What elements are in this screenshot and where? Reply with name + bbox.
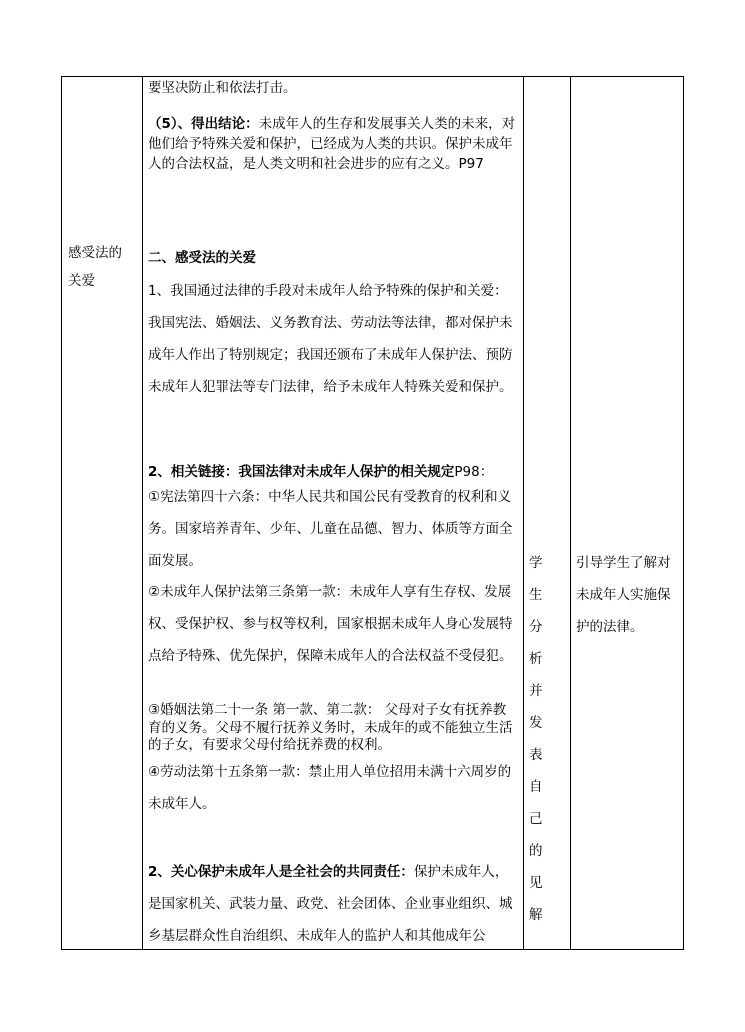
design-intent-cell: 引导学生了解对未成年人实施保护的法律。: [576, 555, 671, 635]
column-divider: [142, 77, 143, 949]
law-item-minor-protection: ②未成年人保护法第三条第一款：未成年人享有生存权、发展权、受保护权、参与权等权利，国家根据未成年人身心发展特点给予特殊、优先保护，保障未成年人的合法权益不受侵犯。: [148, 584, 513, 664]
paragraph-conclusion: [148, 114, 518, 174]
student-activity-cell: 学生分析并发表自己的见解: [529, 555, 548, 923]
section-label-line2: 关爱: [68, 273, 95, 289]
paragraph-responsibility: [148, 856, 518, 952]
section-heading: 二、感受法的关爱: [148, 250, 256, 266]
paragraph-protection: 1、我国通过法律的手段对未成年人给予特殊的保护和关爱：我国宪法、婚姻法、义务教育法、劳动法等法律，都对保护未成年人作出了特别规定；我国还颁布了未成年人保护法、预防未成年人犯罪法等专门法律，给予未成年人特殊关爱和保护。: [148, 283, 513, 395]
section-label-line1: 感受法的: [68, 245, 122, 261]
responsibility-text: 保护未成年人，是国家机关、武装力量、政党、社会团体、企业事业组织、城乡基层群众性自治组织、未成年人的监护人和其他成年公: [148, 864, 513, 944]
column-divider: [523, 77, 524, 949]
conclusion-text: 未成年人的生存和发展事关人类的未来，对他们给予特殊关爱和保护，已经成为人类的共识。保护未成年人的合法权益，是人类文明和社会进步的应有之义。P97: [148, 116, 516, 172]
law-item-constitution: ①宪法第四十六条：中华人民共和国公民有受教育的权利和义务。国家培养青年、少年、儿童在品德、智力、体质等方面全面发展。: [148, 489, 513, 569]
paragraph-intro: 要坚决防止和依法打击。: [148, 80, 297, 96]
column-divider: [570, 77, 571, 949]
related-link-title: 2、相关链接：我国法律对未成年人保护的相关规定: [148, 464, 455, 480]
lesson-table: [61, 76, 684, 950]
law-item-marriage: ③婚姻法第二十一条 第一款、第二款： 父母对子女有抚养教育的义务。父母不履行抚养义务时，未成年的或不能独立生活的子女，有要求父母付给抚养费的权利。: [148, 702, 513, 753]
responsibility-heading: 2、关心保护未成年人是全社会的共同责任：: [148, 864, 414, 880]
conclusion-heading: （5）、得出结论：: [148, 116, 259, 132]
related-link-page: P98：: [454, 464, 494, 480]
section-label-cell: [68, 239, 138, 295]
law-item-labor: ④劳动法第十五条第一款：禁止用人单位招用未满十六周岁的未成年人。: [148, 764, 512, 812]
